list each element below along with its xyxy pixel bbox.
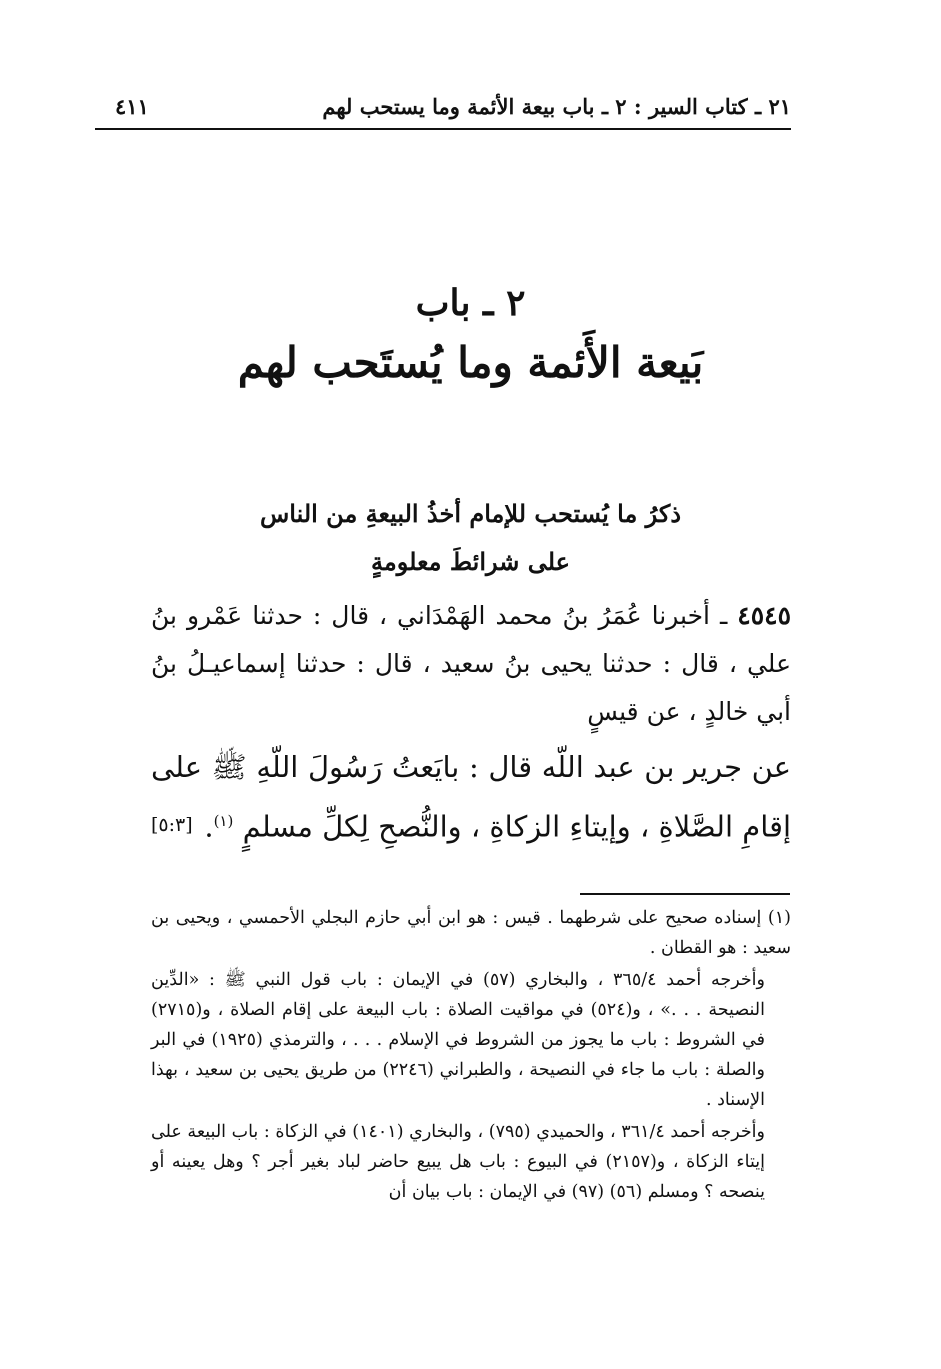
hadith-number: ٤٥٤٥ xyxy=(737,601,792,630)
chapter-title: بَيعة الأَئمة وما يُستَحب لهم xyxy=(237,338,704,387)
footnote-paragraph: وأخرجه أحمد ٣٦١/٤ ، والحميدي (٧٩٥) ، والبخاري (١٤٠١) في الزكاة : باب البيعة على إيتاء الزكاة ، و(٢١٥٧) في البيوع : باب هل يبيع حاضر لباد بغير أجر ؟ وهل يعينه أو ينصحه ؟ ومسلم (٥٦) (٩٧) في الإيمان : باب بيان أن xyxy=(151,1122,765,1202)
footnote-paragraph: وأخرجه أحمد ٣٦٥/٤ ، والبخاري (٥٧) في الإيمان : باب قول النبي ﷺ : «الدِّين النصيحة . . .» ، و(٥٢٤) في مواقيت الصلاة : باب البيعة على إقام الصلاة ، و(٢٧١٥) في الشروط : باب ما يجوز من الشروط في الإسلام . . . ، والترمذي (١٩٢٥) في البر والصلة : باب ما جاء في النصيحة ، والطبراني (٢٢٤٦) من طريق يحيى بن سعيد ، بهذا الإسناد . xyxy=(151,970,765,1110)
end-mark: . xyxy=(204,809,214,844)
running-header xyxy=(95,92,791,130)
isnad-text: ـ أخبرنا عُمَرُ بنُ محمد الهَمْدَاني ، قال : حدثنا عَمْرو بنُ علي ، قال : حدثنا يحيى بنُ سعيد ، قال : حدثنا إسماعيـلُ بنُ أبي خالدٍ ، عن قيسٍ xyxy=(151,601,791,726)
footnote-divider xyxy=(580,893,790,895)
section-heading xyxy=(150,490,791,586)
hadith-matn xyxy=(151,740,791,854)
chapter-number: ٢ ـ باب xyxy=(415,282,526,324)
section-heading-line-1: ذكرُ ما يُستحب للإمام أخذُ البيعةِ من الناس xyxy=(259,499,682,528)
hadith-reference: [٥:٣] xyxy=(151,813,193,836)
section-heading-line-2: على شرائطَ معلومةٍ xyxy=(371,547,570,576)
footnote-marker: (١) xyxy=(213,812,234,830)
running-title: ٢١ ـ كتاب السير : ٢ ـ باب بيعة الأئمة وما يستحب لهم xyxy=(322,94,791,119)
footnotes xyxy=(151,903,791,1209)
matn-text: عن جرير بن عبد اللّه قال : بايَعتُ رَسُولَ اللّهِ ﷺ على إقامِ الصَّلاةِ ، وإيتاءِ الزكاةِ ، والنُّصحِ لِكلِّ مسلمٍ xyxy=(151,750,791,844)
footnote-paragraph: (١) إسناده صحيح على شرطهما . قيس : هو ابن أبي حازم البجلي الأحمسي ، ويحيى بن سعيد : هو القطان . xyxy=(151,908,791,958)
page-number: ٤١١ xyxy=(115,94,149,119)
hadith-isnad xyxy=(151,592,791,736)
